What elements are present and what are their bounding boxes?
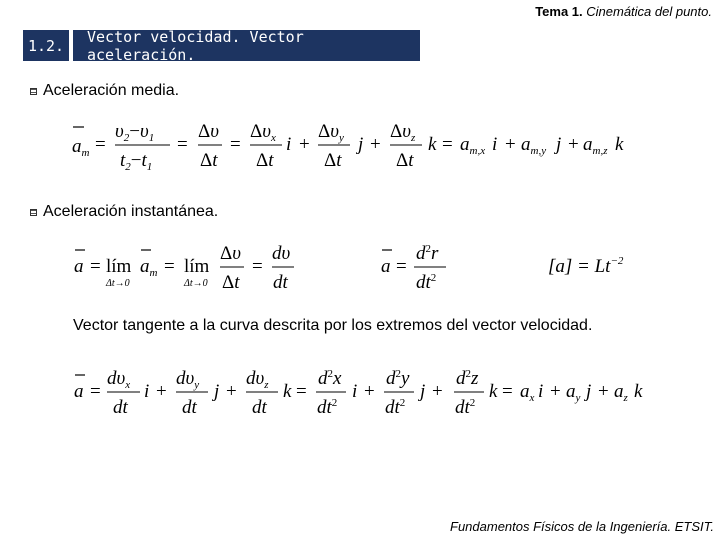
svg-text:a: a <box>74 381 84 402</box>
svg-text:+: + <box>156 381 167 402</box>
svg-text:k: k <box>428 134 437 155</box>
topic-number: Tema 1. <box>535 4 583 19</box>
equation-mean-acceleration <box>72 121 624 173</box>
svg-text:=: = <box>442 134 453 155</box>
bullet-label: Aceleración media. <box>43 82 180 99</box>
svg-text:i: i <box>144 381 150 402</box>
svg-text:Δυy: $\Delta\upsilon_y$ <box>318 121 344 144</box>
svg-text:Δt: Δt <box>200 150 218 171</box>
svg-text:k: k <box>615 134 624 155</box>
svg-text:=: = <box>296 381 307 402</box>
svg-text:i: i <box>538 381 544 402</box>
svg-text:lím: lím <box>184 256 210 277</box>
svg-text:i: i <box>492 134 498 155</box>
section-number: 1.2. <box>23 30 69 61</box>
svg-text:lím: lím <box>106 256 132 277</box>
svg-text:j: j <box>358 134 364 155</box>
svg-text:i: i <box>352 381 358 402</box>
svg-text:dυ: dυ <box>272 243 291 264</box>
svg-text:Δt→0: Δt→0 <box>184 278 208 289</box>
svg-text:Δt: Δt <box>222 272 240 293</box>
svg-text:+: + <box>226 381 237 402</box>
svg-text:Δt: Δt <box>256 150 274 171</box>
svg-text:d2r: $d^2r$ <box>416 243 439 264</box>
svg-text:υ2−υ1: $\upsilon_2-\upsilon_1$ <box>115 121 155 144</box>
svg-text:+: + <box>505 134 516 155</box>
svg-text:am: $a_m$ <box>140 256 158 279</box>
svg-text:dt: dt <box>182 397 197 418</box>
svg-text:Δt: Δt <box>396 150 414 171</box>
equation-components <box>74 368 643 418</box>
svg-text:i: i <box>286 134 292 155</box>
footer: Fundamentos Físicos de la Ingeniería. ETSIT. <box>450 519 714 534</box>
svg-text:d2x: $d^2x$ <box>318 368 342 389</box>
svg-text:d2y: $d^2y$ <box>386 368 410 389</box>
svg-text:dt: dt <box>273 272 288 293</box>
tangent-note: Vector tangente a la curva descrita por los extremos del vector velocidad. <box>73 317 593 334</box>
svg-text:k: k <box>283 381 292 402</box>
svg-text:j: j <box>214 381 220 402</box>
equation-instant-acceleration <box>74 243 624 293</box>
svg-text:=: = <box>95 134 106 155</box>
svg-text:am,x: $a_{m,x}$ <box>460 134 486 157</box>
svg-text:az: $a_z$ <box>614 381 628 404</box>
svg-text:dt2: $dt^2$ <box>385 397 406 418</box>
svg-text:+: + <box>370 134 381 155</box>
svg-text:Δυz: $\Delta\upsilon_z$ <box>390 121 416 144</box>
svg-text:dυz: $d\upsilon_z$ <box>246 368 269 391</box>
section-title: Vector velocidad. Vector aceleración. <box>73 30 420 61</box>
svg-text:=: = <box>90 381 101 402</box>
svg-text:+: + <box>364 381 375 402</box>
svg-text:dt2: $dt^2$ <box>416 272 437 293</box>
svg-text:+: + <box>550 381 561 402</box>
bullet-label: Aceleración instantánea. <box>43 203 219 220</box>
svg-text:=: = <box>396 256 407 277</box>
svg-text:+: + <box>598 381 609 402</box>
svg-text:=: = <box>90 256 101 277</box>
svg-text:Δt: Δt <box>324 150 342 171</box>
svg-text:=: = <box>502 381 513 402</box>
svg-text:=: = <box>177 134 188 155</box>
svg-text:=: = <box>252 256 263 277</box>
svg-text:k: k <box>489 381 498 402</box>
svg-text:+: + <box>299 134 310 155</box>
topic-name: Cinemática del punto. <box>582 4 712 19</box>
svg-text:+: + <box>568 134 579 155</box>
svg-text:=: = <box>164 256 175 277</box>
svg-text:j: j <box>586 381 592 402</box>
svg-text:a: a <box>74 256 84 277</box>
svg-text:dt2: $dt^2$ <box>455 397 476 418</box>
svg-text:+: + <box>432 381 443 402</box>
svg-text:dt2: $dt^2$ <box>317 397 338 418</box>
svg-text:a: a <box>381 256 391 277</box>
svg-text:j: j <box>420 381 426 402</box>
svg-text:ax: $a_x$ <box>520 381 535 404</box>
svg-text:am,y: $a_{m,y}$ <box>521 134 547 157</box>
svg-text:j: j <box>556 134 562 155</box>
svg-text:Δt→0: Δt→0 <box>106 278 130 289</box>
svg-text:am: $a_m$ <box>72 136 90 159</box>
svg-text:ay: $a_y$ <box>566 381 581 404</box>
svg-text:k: k <box>634 381 643 402</box>
svg-text:dt: dt <box>113 397 128 418</box>
svg-text:t2−t1: $t_2-t_1$ <box>120 150 153 173</box>
svg-text:d2z: $d^2z$ <box>456 368 479 389</box>
svg-text:dυx: $d\upsilon_x$ <box>107 368 131 391</box>
dimension-equation: $[a] = Lt^{-2}$ <box>548 255 624 277</box>
svg-text:=: = <box>230 134 241 155</box>
svg-text:Δυ: Δυ <box>198 121 219 142</box>
svg-text:am,z: $a_{m,z}$ <box>583 134 608 157</box>
svg-text:dυy: $d\upsilon_y$ <box>176 368 200 391</box>
svg-text:Δυ: Δυ <box>220 243 241 264</box>
svg-text:dt: dt <box>252 397 267 418</box>
svg-text:Δυx: $\Delta\upsilon_x$ <box>250 121 276 144</box>
